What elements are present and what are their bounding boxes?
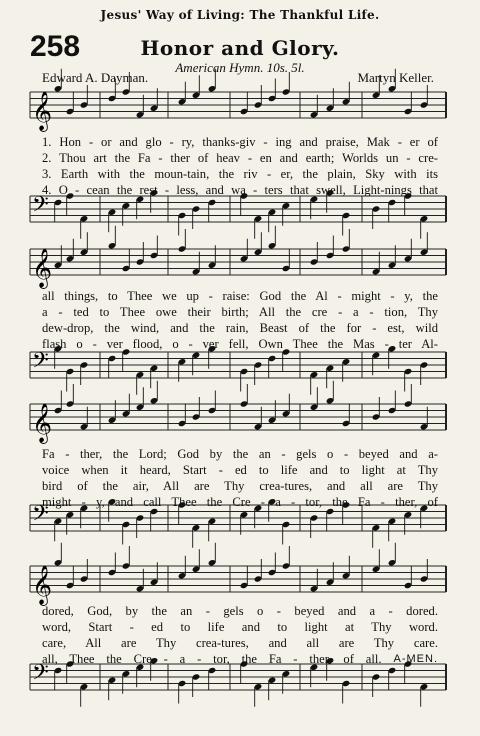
lyric-line: word, Start - ed to life and to light at Thy word. bbox=[42, 620, 438, 634]
staff bbox=[30, 226, 446, 289]
treble-clef-icon: 𝄞 bbox=[32, 403, 53, 443]
lyric-line: might - y, and call Thee the Cre - a - tor, the Fa - ther, of bbox=[42, 495, 438, 509]
staff bbox=[30, 345, 446, 395]
bass-clef-icon: 𝄢 bbox=[32, 348, 49, 379]
lyric-line: 2. Thou art the Fa - ther of heav - en and earth; Worlds un - cre- bbox=[42, 151, 438, 165]
treble-clef-icon: 𝄞 bbox=[32, 91, 53, 131]
lyric-line: all things, to Thee we up - raise: God the Al - might - y, the bbox=[42, 289, 438, 303]
staff bbox=[30, 543, 446, 606]
hymn-title: Honor and Glory. bbox=[140, 36, 340, 60]
lyric-line: 4. O - cean the rest - less, and wa - ters that swell, Light-nings that bbox=[42, 183, 438, 197]
lyric-line: a - ted to Thee owe their birth; All the cre - a - tion, Thy bbox=[42, 305, 438, 319]
lyric-line: care, All are Thy crea-tures, and all are Thy care. bbox=[42, 636, 438, 650]
lyric-line: dored, God, by the an - gels o - beyed and a - dored. bbox=[42, 604, 438, 618]
author-credit: Edward A. Dayman. bbox=[42, 70, 149, 85]
section-header: Jesus' Way of Living: The Thankful Life. bbox=[100, 8, 380, 22]
staff bbox=[30, 381, 446, 444]
bass-clef-icon: 𝄢 bbox=[32, 660, 49, 691]
lyric-line: voice when it heard, Start - ed to life and to light at Thy bbox=[42, 463, 438, 477]
lyric-line: dew-drop, the wind, and the rain, Beast of the for - est, wild bbox=[42, 321, 438, 335]
lyric-line: 3. Earth with the moun-tain, the riv - er, the plain, Sky with its bbox=[42, 167, 438, 181]
bass-clef-icon: 𝄢 bbox=[32, 192, 49, 223]
lyric-line: flash o - ver flood, o - ver fell, Own Thee the Mas - ter Al- bbox=[42, 337, 438, 351]
lyric-line: bird of the air, All are Thy crea-tures, and all are Thy bbox=[42, 479, 438, 493]
tune-meter: American Hymn. 10s. 5l. bbox=[175, 60, 305, 75]
hymn-number: 258 bbox=[30, 30, 81, 63]
treble-clef-icon: 𝄞 bbox=[32, 248, 53, 288]
bass-clef-icon: 𝄢 bbox=[32, 501, 49, 532]
lyric-line: Fa - ther, the Lord; God by the an - gels o - beyed and a- bbox=[42, 447, 438, 461]
treble-clef-icon: 𝄞 bbox=[32, 565, 53, 605]
lyrics-system-2 bbox=[0, 288, 480, 352]
lyrics-system-4 bbox=[0, 603, 480, 667]
lyric-line: all, Thee the Cre - a - tor, the Fa - ther, of all. A-MEN. bbox=[42, 652, 438, 666]
lyrics-system-1 bbox=[0, 134, 480, 198]
lyric-line: 1. Hon - or and glo - ry, thanks-giv - ing and praise, Mak - er of bbox=[42, 135, 438, 149]
staff bbox=[30, 69, 446, 132]
lyrics-system-3 bbox=[0, 446, 480, 510]
composer-credit: Martyn Keller. bbox=[357, 70, 434, 85]
amen-label: A-MEN. bbox=[393, 653, 438, 665]
